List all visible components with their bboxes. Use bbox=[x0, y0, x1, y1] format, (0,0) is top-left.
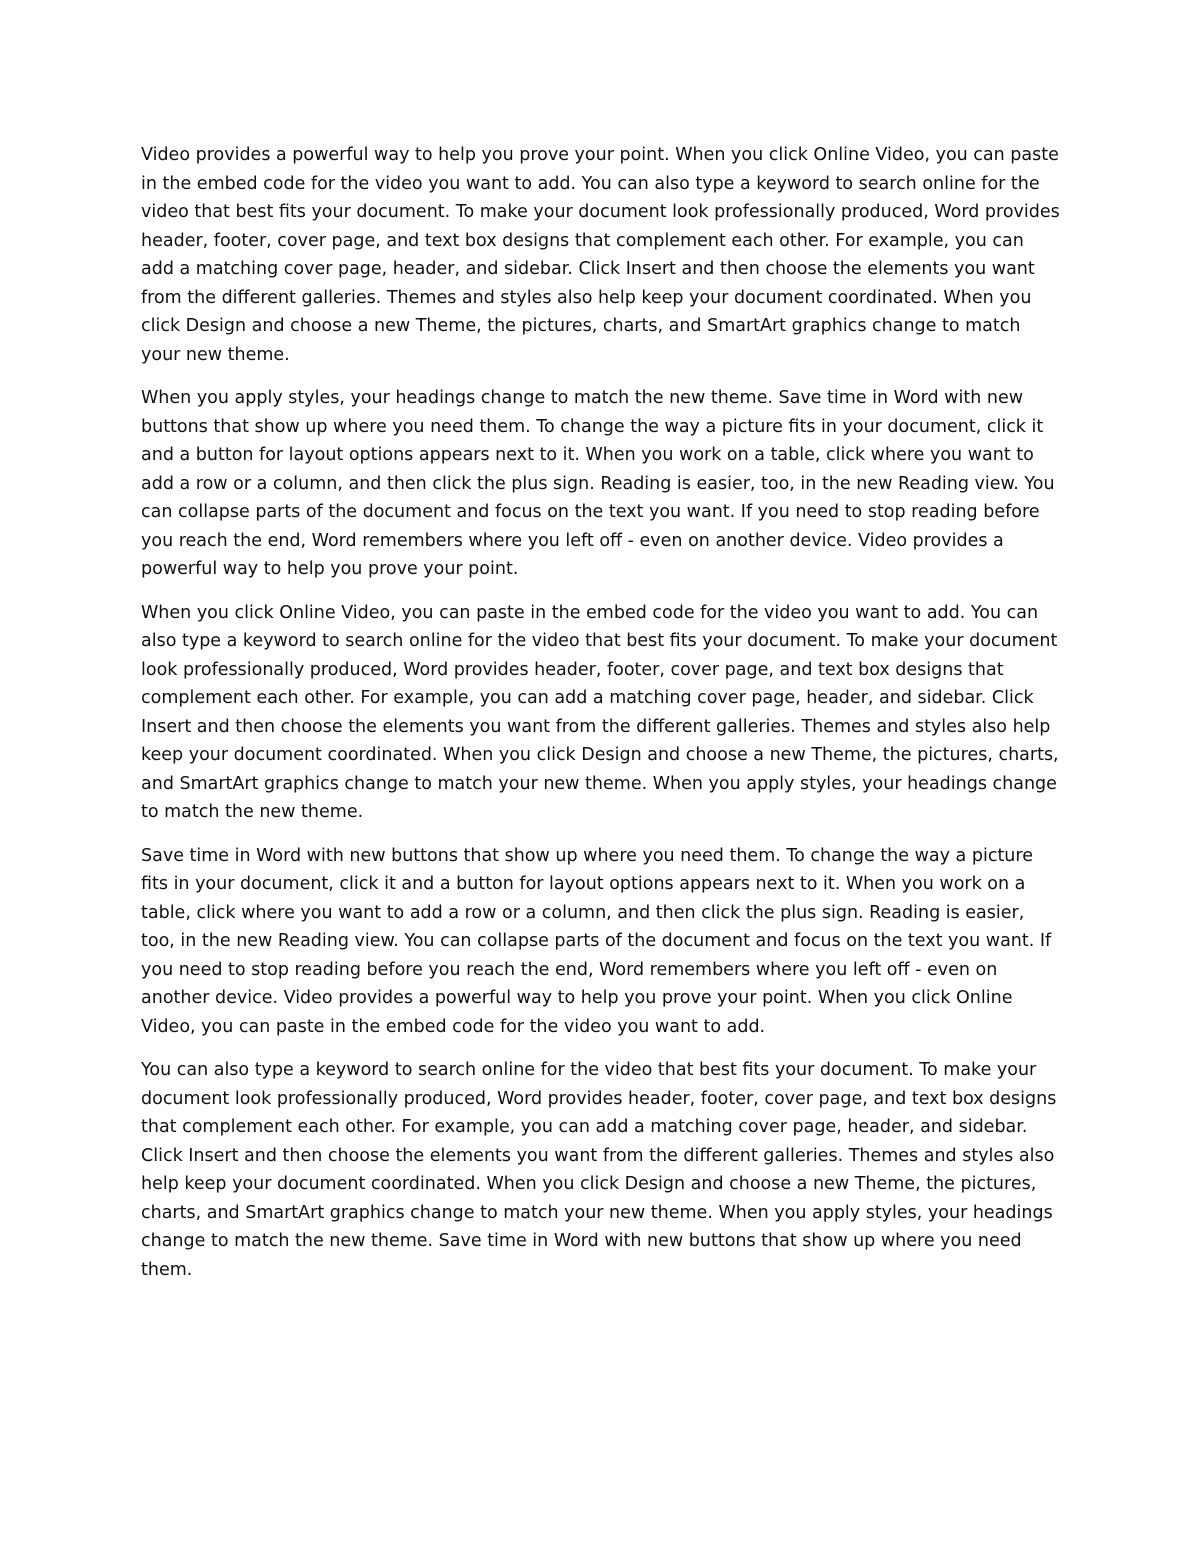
paragraph-1: Video provides a powerful way to help you prove your point. When you click Online Video, you can paste in the embed code for the video you want to add. You can also type a keyword to search online for the video that best fits your document. To make your document look professionally produced, Word provides header, footer, cover page, and text box designs that complement each other. For example, you can add a matching cover page, header, and sidebar. Click Insert and then choose the elements you want from the different galleries. Themes and styles also help keep your document coordinated. When you click Design and choose a new Theme, the pictures, charts, and SmartArt graphics change to match your new theme. bbox=[141, 145, 1060, 365]
paragraph-3: When you click Online Video, you can paste in the embed code for the video you want to add. You can also type a keyword to search online for the video that best fits your document. To make your document look professionally produced, Word provides header, footer, cover page, and text box designs that complement each other. For example, you can add a matching cover page, header, and sidebar. Click Insert and then choose the elements you want from the different galleries. Themes and styles also help keep your document coordinated. When you click Design and choose a new Theme, the pictures, charts, and SmartArt graphics change to match your new theme. When you apply styles, your headings change to match the new theme. bbox=[141, 602, 1059, 822]
paragraph-4: Save time in Word with new buttons that show up where you need them. To change the way a picture fits in your document, click it and a button for layout options appears next to it. When you work on a table, click where you want to add a row or a column, and then click the plus sign. Reading is easier, too, in the new Reading view. You can collapse parts of the document and focus on the text you want. If you need to stop reading before you reach the end, Word remembers where you left off - even on another device. Video provides a powerful way to help you prove your point. When you click Online Video, you can paste in the embed code for the video you want to add. bbox=[141, 845, 1052, 1037]
paragraph-5: You can also type a keyword to search online for the video that best fits your document. To make your document look professionally produced, Word provides header, footer, cover page, and text box designs that complement each other. For example, you can add a matching cover page, header, and sidebar. Click Insert and then choose the elements you want from the different galleries. Themes and styles also help keep your document coordinated. When you click Design and choose a new Theme, the pictures, charts, and SmartArt graphics change to match your new theme. When you apply styles, your headings change to match the new theme. Save time in Word with new buttons that show up where you need them. bbox=[141, 1060, 1057, 1280]
paragraph-2: When you apply styles, your headings change to match the new theme. Save time in Word with new buttons that show up where you need them. To change the way a picture fits in your document, click it and a button for layout options appears next to it. When you work on a table, click where you want to add a row or a column, and then click the plus sign. Reading is easier, too, in the new Reading view. You can collapse parts of the document and focus on the text you want. If you need to stop reading before you reach the end, Word remembers where you left off - even on another device. Video provides a powerful way to help you prove your point. bbox=[141, 388, 1055, 579]
document-body bbox=[141, 141, 1061, 1299]
